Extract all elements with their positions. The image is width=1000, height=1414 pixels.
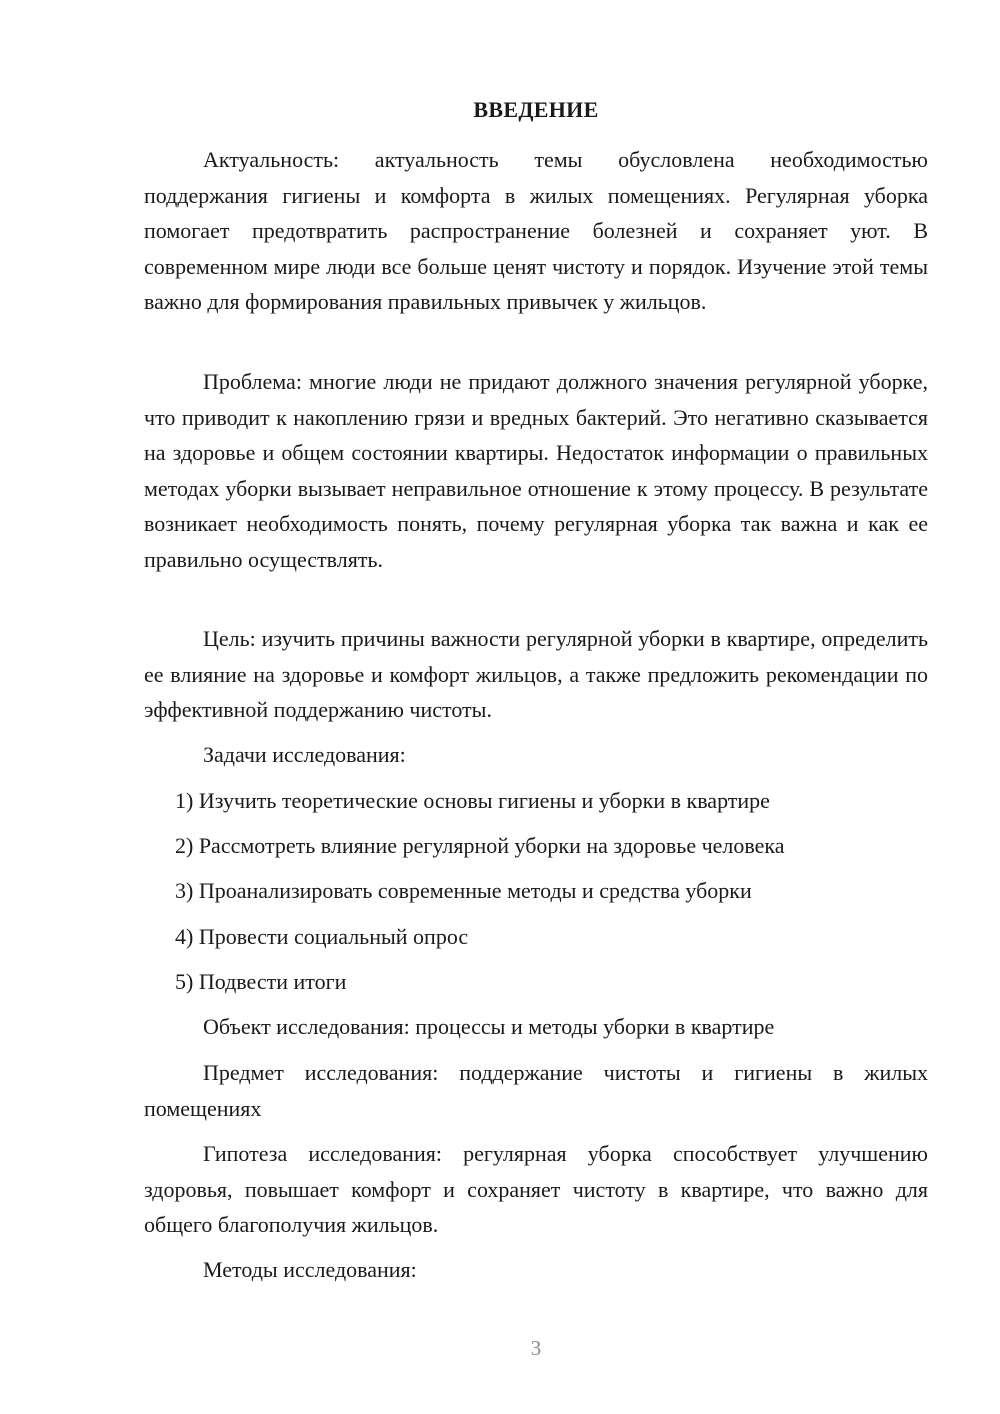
list-item: 4) Провести социальный опрос (175, 924, 469, 949)
subject-paragraph: Предмет исследования: поддержание чистоты и гигиены в жилых помещениях (144, 1060, 928, 1121)
page-number: 3 (530, 1336, 542, 1360)
methods-heading: Методы исследования: (203, 1257, 417, 1282)
list-item: 1) Изучить теоретические основы гигиены и уборки в квартире (175, 788, 770, 813)
list-item: 5) Подвести итоги (175, 969, 347, 994)
body-text-methods (144, 1252, 928, 1288)
tasks-heading: Задачи исследования: (203, 742, 406, 767)
tasks-list-3 (144, 873, 928, 909)
tasks-list-4 (144, 919, 928, 955)
list-item: 3) Проанализировать современные методы и средства уборки (175, 878, 752, 903)
tasks-list-2 (144, 828, 928, 864)
tasks-list-5 (144, 964, 928, 1000)
problem-paragraph: Проблема: многие люди не придают должного значения регулярной уборке, что приводит к накоплению грязи и вредных бактерий. Это негативно сказывается на здоровье и общем состоянии квартиры. Недостаток информации о правильных методах уборки вызывает неправильное отношение к этому процессу. В результате возникает необходимость понять, почему регулярная уборка так важна и как ее правильно осуществлять. (144, 369, 928, 572)
body-text-subject (144, 1055, 928, 1126)
body-text-problem (144, 364, 928, 577)
object-paragraph: Объект исследования: процессы и методы уборки в квартире (203, 1014, 775, 1039)
tasks-list (144, 783, 928, 819)
body-text-goal (144, 621, 928, 728)
section-title: ВВЕДЕНИЕ (473, 97, 599, 122)
body-text-tasks-heading (144, 737, 928, 773)
body-text-hypothesis (144, 1136, 928, 1243)
list-item: 2) Рассмотреть влияние регулярной уборки на здоровье человека (175, 833, 785, 858)
body-text-object (144, 1009, 928, 1045)
body-text (144, 142, 928, 320)
goal-paragraph: Цель: изучить причины важности регулярной уборки в квартире, определить ее влияние на здоровье и комфорт жильцов, а также предложить рекомендации по эффективной поддержанию чистоты. (144, 626, 928, 722)
relevance-paragraph: Актуальность: актуальность темы обусловлена необходимостью поддержания гигиены и комфорта в жилых помещениях. Регулярная уборка помогает предотвратить распространение болезней и сохраняет уют. В современном мире люди все больше ценят чистоту и порядок. Изучение этой темы важно для формирования правильных привычек у жильцов. (144, 147, 928, 314)
hypothesis-paragraph: Гипотеза исследования: регулярная уборка способствует улучшению здоровья, повышает комфорт и сохраняет чистоту в квартире, что важно для общего благополучия жильцов. (144, 1141, 928, 1237)
